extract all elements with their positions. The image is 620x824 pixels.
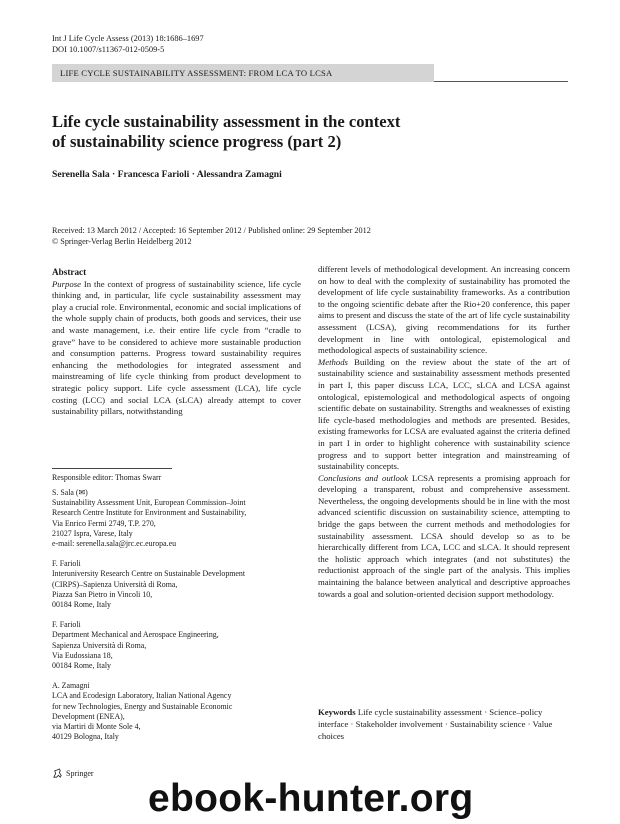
purpose-text-right: different levels of methodological development. An increasing concern on how to deal with the complexity of sustainability has promoted the development of life cycle sustainability frameworks. As a contribution to the ongoing scientific debate after the Rio+20 conference, this paper aims to present and discuss the state of the art of life cycle sustainability assessment (LCSA), giving recommendations for its further development in line with ontological, epistemological and methodological aspects of sustainability science. — [318, 264, 570, 356]
affiliations — [52, 488, 302, 752]
title-line-1: Life cycle sustainability assessment in the context — [52, 112, 401, 131]
affil-line: S. Sala (✉) — [52, 488, 88, 497]
conclusions-text: LCSA represents a promising approach for developing a transparent, robust and comprehensive assessment. Nevertheless, the ongoing developments should be in line with the most advanced scientific discussion on sustainability science, attempting to bridge the gaps between the current methods and methodologies for sustainability assessment. LCSA should develop so as to be hierarchically different from LCA, LCC and sLCA. It should represent the holistic approach which integrates (and not substitutes) the reductionist approach of the single part of the analysis. This implies maintaining the balance between analytical and descriptive approaches towards a goal and solution-oriented decision support methodology. — [318, 472, 571, 599]
affil-line: Department Mechanical and Aerospace Engineering, — [52, 630, 219, 640]
affil-line: Sustainability Assessment Unit, European Commission–Joint — [52, 498, 246, 508]
abstract-heading: Abstract — [52, 267, 87, 277]
methods-label: Methods — [318, 356, 348, 367]
affil-line: A. Zamagni — [52, 681, 90, 691]
article-title — [52, 112, 552, 152]
affil-line: 21027 Ispra, Varese, Italy — [52, 528, 133, 538]
purpose-paragraph — [52, 279, 301, 418]
copyright-line: © Springer-Verlag Berlin Heidelberg 2012 — [52, 237, 192, 246]
publisher-name: Springer — [66, 769, 94, 778]
methods-paragraph — [318, 357, 570, 473]
section-banner: LIFE CYCLE SUSTAINABILITY ASSESSMENT: FROM LCA TO LCSA — [52, 64, 434, 82]
footnote-divider — [52, 468, 172, 469]
methods-text: Building on the review about the state of the art of sustainability science and sustainability assessment methods presented in part I, this paper discuss LCA, LCC, sLCA and LCSA against ontological, epistemological and methodological aspects of ongoing scientific debate on sustainability. Strengths and weaknesses of existing life cycle-based methodologies and methods are presented. Besides, existing frameworks for LCSA are evaluated against the criteria defined in part I in order to highlight coherence with sustainability science progress and to support better integration and mainstreaming of sustainability concepts. — [318, 356, 571, 472]
author-list: Serenella Sala · Francesca Farioli · Alessandra Zamagni — [52, 169, 282, 180]
springer-horse-icon — [52, 768, 63, 779]
keywords-heading: Keywords — [318, 707, 356, 717]
conclusions-paragraph — [318, 473, 570, 601]
page-footer — [52, 768, 94, 779]
affil-line: Interuniversity Research Centre on Sustainable Development — [52, 569, 246, 579]
affil-line: F. Farioli — [52, 559, 81, 569]
affil-line: 40129 Bologna, Italy — [52, 732, 119, 742]
purpose-text-left: In the context of progress of sustainability science, life cycle thinking and, in particular, life cycle sustainability assessment may play a crucial role. Environmental, economic and social implications of the whole supply chain of products, both goods and services, their use and waste management, i.e. their entire life cycle from “cradle to grave” have to be considered to achieve more sustainable production and consumption patterns. Progress toward sustainability requires enhancing the methodologies for integrated assessment and mainstreaming of life cycle thinking from product development to strategic policy support. Life cycle assessment (LCA), life cycle costing (LCC) and social LCA (sLCA) already attempt to cover sustainability pillars, notwithstanding — [52, 278, 301, 417]
conclusions-label: Conclusions and outlook — [318, 472, 409, 483]
affiliation-zamagni — [52, 681, 302, 742]
abstract-right-column — [318, 264, 570, 600]
keywords-text: Life cycle sustainability assessment · Science–policy interface · Stakeholder involvement · Sustainability science · Value choices — [318, 707, 553, 741]
affil-line: 00184 Rome, Italy — [52, 600, 111, 610]
affiliation-farioli-2 — [52, 620, 302, 671]
email-link[interactable]: e-mail: serenella.sala@jrc.ec.europa.eu — [52, 539, 177, 549]
journal-header — [52, 33, 204, 55]
responsible-editor: Responsible editor: Thomas Swarr — [52, 473, 162, 482]
title-line-2: of sustainability science progress (part 2) — [52, 132, 342, 151]
affil-line: Development (ENEA), — [52, 711, 125, 721]
watermark-text: ebook-hunter.org — [148, 777, 474, 820]
publication-dates — [52, 225, 371, 247]
abstract-left-column — [52, 267, 301, 418]
affil-line: Sapienza Università di Roma, — [52, 640, 147, 650]
banner-divider — [434, 81, 568, 82]
affil-line: LCA and Ecodesign Laboratory, Italian National Agency — [52, 691, 232, 701]
affiliation-farioli-1 — [52, 559, 302, 610]
affil-line: via Martiri di Monte Sole 4, — [52, 722, 141, 732]
purpose-label: Purpose — [52, 278, 81, 289]
received-accepted-dates: Received: 13 March 2012 / Accepted: 16 September 2012 / Published online: 29 September 2012 — [52, 226, 371, 235]
keywords — [318, 706, 570, 742]
affil-line: for new Technologies, Energy and Sustainable Economic — [52, 701, 233, 711]
affil-line: Via Enrico Fermi 2749, T.P. 270, — [52, 518, 156, 528]
affil-line: (CIRPS)–Sapienza Università di Roma, — [52, 579, 178, 589]
affil-line: Via Eudossiana 18, — [52, 650, 113, 660]
journal-citation: Int J Life Cycle Assess (2013) 18:1686–1697 — [52, 34, 204, 43]
affil-line: 00184 Rome, Italy — [52, 661, 111, 671]
affil-line: F. Farioli — [52, 620, 81, 630]
affil-line: Piazza San Pietro in Vincoli 10, — [52, 589, 153, 599]
journal-doi: DOI 10.1007/s11367-012-0509-5 — [52, 45, 165, 54]
affiliation-sala — [52, 488, 302, 549]
affil-line: Research Centre Institute for Environment and Sustainability, — [52, 508, 247, 518]
